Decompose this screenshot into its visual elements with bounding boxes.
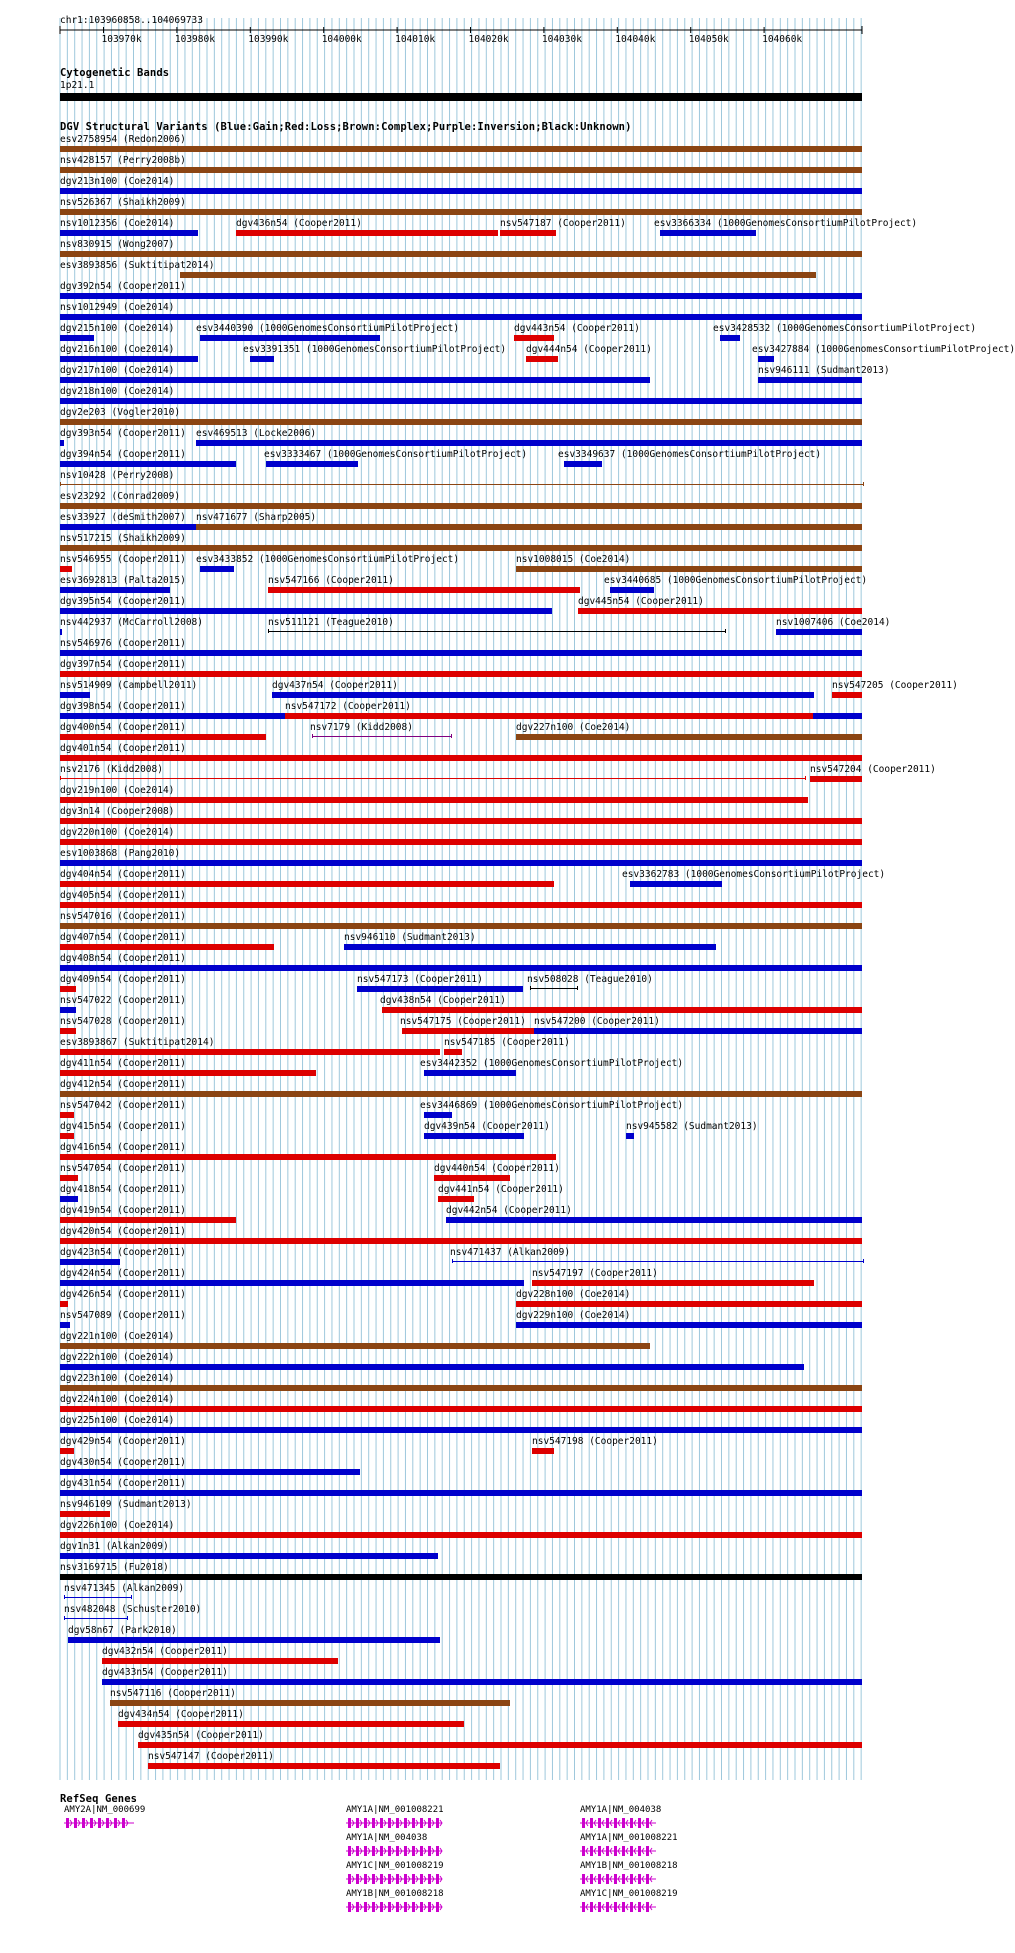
- dgv-feature-label: nsv547042 (Cooper2011): [60, 1100, 186, 1111]
- dgv-feature-bar[interactable]: [250, 356, 274, 362]
- dgv-feature-label: dgv225n100 (Coe2014): [60, 1415, 175, 1426]
- dgv-feature-label: dgv224n100 (Coe2014): [60, 1394, 175, 1405]
- refseq-track-title: RefSeq Genes: [60, 1793, 138, 1805]
- dgv-feature-bar[interactable]: [268, 629, 726, 633]
- dgv-feature-bar[interactable]: [60, 566, 72, 572]
- ruler-tick-label: 103970k: [101, 34, 142, 45]
- dgv-feature-label: dgv1n31 (Alkan2009): [60, 1541, 169, 1552]
- dgv-feature-label: dgv395n54 (Cooper2011): [60, 596, 186, 607]
- dgv-feature-label: dgv408n54 (Cooper2011): [60, 953, 186, 964]
- dgv-feature-bar[interactable]: [236, 230, 498, 236]
- dgv-feature-bar[interactable]: [200, 335, 380, 341]
- dgv-feature-bar[interactable]: [60, 1070, 316, 1076]
- dgv-feature-bar[interactable]: [60, 1385, 862, 1391]
- dgv-feature-bar[interactable]: [446, 1217, 862, 1223]
- dgv-feature-bar[interactable]: [60, 1007, 76, 1013]
- ruler-tick-label: 104010k: [395, 34, 436, 45]
- dgv-feature-label: esv3391351 (1000GenomesConsortiumPilotProject): [243, 344, 507, 355]
- refseq-gene-label: AMY1A|NM_001008221: [346, 1805, 444, 1815]
- gene-model-glyph[interactable]: [346, 1817, 446, 1829]
- dgv-feature-label: nsv547197 (Cooper2011): [532, 1268, 658, 1279]
- dgv-feature-label: dgv424n54 (Cooper2011): [60, 1268, 186, 1279]
- dgv-feature-bar[interactable]: [60, 860, 862, 866]
- dgv-feature-bar[interactable]: [60, 839, 862, 845]
- dgv-feature-bar[interactable]: [138, 1742, 862, 1748]
- dgv-feature-label: esv3893856 (Suktitipat2014): [60, 260, 215, 271]
- ruler-tick-label: 104020k: [468, 34, 509, 45]
- gene-model-glyph[interactable]: [580, 1845, 660, 1857]
- dgv-feature-label: dgv415n54 (Cooper2011): [60, 1121, 186, 1132]
- dgv-feature-label: dgv216n100 (Coe2014): [60, 344, 175, 355]
- dgv-feature-label: dgv441n54 (Cooper2011): [438, 1184, 564, 1195]
- dgv-feature-bar[interactable]: [272, 692, 814, 698]
- dgv-feature-label: nsv511121 (Teague2010): [268, 617, 394, 628]
- dgv-feature-bar[interactable]: [60, 1427, 862, 1433]
- dgv-feature-bar[interactable]: [60, 650, 862, 656]
- dgv-feature-label: nsv946109 (Sudmant2013): [60, 1499, 192, 1510]
- dgv-feature-bar[interactable]: [516, 1322, 862, 1328]
- dgv-feature-bar[interactable]: [110, 1700, 510, 1706]
- dgv-feature-label: nsv945582 (Sudmant2013): [626, 1121, 758, 1132]
- dgv-feature-label: nsv508028 (Teague2010): [527, 974, 653, 985]
- dgv-feature-label: esv3442352 (1000GenomesConsortiumPilotProject): [420, 1058, 684, 1069]
- dgv-feature-bar[interactable]: [382, 1007, 862, 1013]
- dgv-feature-bar[interactable]: [118, 1721, 464, 1727]
- dgv-feature-label: nsv547187 (Cooper2011): [500, 218, 626, 229]
- dgv-feature-label: dgv215n100 (Coe2014): [60, 323, 175, 334]
- dgv-feature-bar[interactable]: [60, 230, 198, 236]
- dgv-feature-label: esv3692813 (Palta2015): [60, 575, 186, 586]
- dgv-feature-label: dgv217n100 (Coe2014): [60, 365, 175, 376]
- dgv-feature-bar[interactable]: [60, 1049, 440, 1055]
- dgv-feature-bar[interactable]: [758, 377, 862, 383]
- dgv-feature-bar[interactable]: [60, 419, 862, 425]
- dgv-feature-label: dgv409n54 (Cooper2011): [60, 974, 186, 985]
- dgv-feature-bar[interactable]: [344, 944, 716, 950]
- dgv-feature-bar[interactable]: [516, 1301, 862, 1307]
- dgv-feature-bar[interactable]: [60, 1406, 862, 1412]
- dgv-feature-bar[interactable]: [357, 986, 523, 992]
- dgv-feature-label: dgv443n54 (Cooper2011): [514, 323, 640, 334]
- dgv-feature-bar[interactable]: [60, 545, 862, 551]
- ruler-tick-label: 103980k: [174, 34, 215, 45]
- dgv-feature-bar[interactable]: [60, 209, 862, 215]
- dgv-feature-bar[interactable]: [60, 671, 862, 677]
- dgv-feature-label: esv3333467 (1000GenomesConsortiumPilotProject): [264, 449, 528, 460]
- dgv-feature-label: dgv432n54 (Cooper2011): [102, 1646, 228, 1657]
- dgv-feature-bar[interactable]: [630, 881, 722, 887]
- dgv-feature-label: esv3427884 (1000GenomesConsortiumPilotProject): [752, 344, 1015, 355]
- dgv-feature-label: dgv223n100 (Coe2014): [60, 1373, 175, 1384]
- dgv-feature-bar[interactable]: [60, 1469, 360, 1475]
- dgv-feature-bar[interactable]: [424, 1133, 524, 1139]
- ruler-tick-label: 103990k: [248, 34, 289, 45]
- dgv-feature-bar[interactable]: [196, 440, 862, 446]
- dgv-feature-bar[interactable]: [60, 1511, 110, 1517]
- dgv-feature-bar[interactable]: [516, 734, 862, 740]
- dgv-feature-bar[interactable]: [60, 503, 862, 509]
- dgv-feature-label: dgv2e203 (Vogler2010): [60, 407, 181, 418]
- dgv-feature-label: dgv423n54 (Cooper2011): [60, 1247, 186, 1258]
- dgv-feature-bar[interactable]: [60, 1574, 862, 1580]
- dgv-feature-label: dgv392n54 (Cooper2011): [60, 281, 186, 292]
- dgv-feature-label: dgv218n100 (Coe2014): [60, 386, 175, 397]
- dgv-feature-bar[interactable]: [452, 1259, 864, 1263]
- ruler-tick-label: 104000k: [321, 34, 362, 45]
- dgv-feature-label: nsv1012949 (Coe2014): [60, 302, 175, 313]
- dgv-feature-bar[interactable]: [810, 776, 862, 782]
- dgv-feature-label: dgv411n54 (Cooper2011): [60, 1058, 186, 1069]
- dgv-feature-label: esv23292 (Conrad2009): [60, 491, 181, 502]
- dgv-feature-label: esv1003868 (Pang2010): [60, 848, 181, 859]
- dgv-feature-bar[interactable]: [424, 1112, 452, 1118]
- dgv-feature-label: nsv3169715 (Fu2018): [60, 1562, 169, 1573]
- dgv-feature-label: nsv547022 (Cooper2011): [60, 995, 186, 1006]
- dgv-feature-bar[interactable]: [60, 734, 266, 740]
- cytoband-bar[interactable]: [60, 93, 862, 101]
- dgv-feature-label: nsv442937 (McCarroll2008): [60, 617, 203, 628]
- dgv-feature-bar[interactable]: [60, 755, 862, 761]
- dgv-feature-label: nsv547200 (Cooper2011): [534, 1016, 660, 1027]
- dgv-feature-bar[interactable]: [60, 1490, 862, 1496]
- dgv-feature-label: dgv393n54 (Cooper2011): [60, 428, 186, 439]
- dgv-feature-label: esv3428532 (1000GenomesConsortiumPilotProject): [713, 323, 977, 334]
- dgv-feature-label: dgv420n54 (Cooper2011): [60, 1226, 186, 1237]
- dgv-feature-bar[interactable]: [776, 629, 862, 635]
- dgv-feature-label: nsv1008015 (Coe2014): [516, 554, 631, 565]
- dgv-feature-bar[interactable]: [60, 293, 862, 299]
- dgv-feature-label: dgv419n54 (Cooper2011): [60, 1205, 186, 1216]
- dgv-feature-label: dgv227n100 (Coe2014): [516, 722, 631, 733]
- dgv-feature-label: dgv405n54 (Cooper2011): [60, 890, 186, 901]
- dgv-feature-bar[interactable]: [660, 230, 756, 236]
- dgv-feature-label: dgv219n100 (Coe2014): [60, 785, 175, 796]
- dgv-feature-label: nsv471437 (Alkan2009): [450, 1247, 571, 1258]
- dgv-feature-label: nsv547205 (Cooper2011): [832, 680, 958, 691]
- dgv-feature-label: dgv221n100 (Coe2014): [60, 1331, 175, 1342]
- dgv-feature-bar[interactable]: [60, 1553, 438, 1559]
- dgv-feature-label: dgv426n54 (Cooper2011): [60, 1289, 186, 1300]
- dgv-feature-bar[interactable]: [60, 1154, 556, 1160]
- dgv-feature-label: dgv434n54 (Cooper2011): [118, 1709, 244, 1720]
- dgv-feature-label: nsv547204 (Cooper2011): [810, 764, 936, 775]
- dgv-feature-label: nsv7179 (Kidd2008): [310, 722, 413, 733]
- dgv-feature-label: dgv436n54 (Cooper2011): [236, 218, 362, 229]
- dgv-feature-label: nsv547116 (Cooper2011): [110, 1688, 236, 1699]
- dgv-feature-bar[interactable]: [60, 188, 862, 194]
- dgv-feature-label: dgv407n54 (Cooper2011): [60, 932, 186, 943]
- dgv-feature-label: nsv471677 (Sharp2005): [196, 512, 317, 523]
- dgv-feature-label: dgv435n54 (Cooper2011): [138, 1730, 264, 1741]
- ruler-tick-label: 104040k: [615, 34, 656, 45]
- dgv-feature-label: nsv946111 (Sudmant2013): [758, 365, 890, 376]
- dgv-feature-bar[interactable]: [148, 1763, 500, 1769]
- dgv-feature-bar[interactable]: [60, 1028, 76, 1034]
- ruler-tick-label: 104030k: [541, 34, 582, 45]
- dgv-feature-bar[interactable]: [60, 398, 862, 404]
- dgv-feature-bar[interactable]: [312, 734, 452, 738]
- dgv-feature-label: nsv546955 (Cooper2011): [60, 554, 186, 565]
- dgv-feature-bar[interactable]: [60, 482, 864, 486]
- dgv-feature-label: nsv2176 (Kidd2008): [60, 764, 163, 775]
- dgv-feature-bar[interactable]: [626, 1133, 634, 1139]
- dgv-feature-label: dgv220n100 (Coe2014): [60, 827, 175, 838]
- dgv-feature-label: nsv946110 (Sudmant2013): [344, 932, 476, 943]
- dgv-feature-bar[interactable]: [60, 1343, 650, 1349]
- dgv-feature-label: dgv398n54 (Cooper2011): [60, 701, 186, 712]
- dgv-feature-bar[interactable]: [60, 1133, 74, 1139]
- gene-model-glyph[interactable]: [346, 1901, 446, 1913]
- dgv-feature-label: dgv400n54 (Cooper2011): [60, 722, 186, 733]
- dgv-feature-bar[interactable]: [102, 1658, 338, 1664]
- cytoband-label: 1p21.1: [60, 80, 95, 91]
- dgv-feature-bar[interactable]: [60, 629, 62, 635]
- dgv-feature-label: nsv830915 (Wong2007): [60, 239, 175, 250]
- dgv-feature-label: dgv430n54 (Cooper2011): [60, 1457, 186, 1468]
- refseq-gene-label: AMY1C|NM_001008219: [346, 1861, 444, 1871]
- dgv-feature-bar[interactable]: [60, 944, 274, 950]
- dgv-feature-label: esv2758954 (Redon2006): [60, 134, 186, 145]
- dgv-feature-label: dgv394n54 (Cooper2011): [60, 449, 186, 460]
- dgv-feature-label: dgv439n54 (Cooper2011): [424, 1121, 550, 1132]
- dgv-feature-label: dgv438n54 (Cooper2011): [380, 995, 506, 1006]
- dgv-feature-bar[interactable]: [60, 797, 808, 803]
- gene-model-glyph[interactable]: [346, 1873, 446, 1885]
- dgv-feature-label: nsv547185 (Cooper2011): [444, 1037, 570, 1048]
- dgv-feature-bar[interactable]: [60, 776, 806, 780]
- dgv-feature-label: nsv547147 (Cooper2011): [148, 1751, 274, 1762]
- refseq-gene-label: AMY1A|NM_001008221: [580, 1833, 678, 1843]
- dgv-feature-label: esv469513 (Locke2006): [196, 428, 317, 439]
- dgv-feature-bar[interactable]: [180, 272, 816, 278]
- dgv-feature-label: dgv226n100 (Coe2014): [60, 1520, 175, 1531]
- dgv-feature-bar[interactable]: [514, 335, 554, 341]
- dgv-feature-bar[interactable]: [60, 251, 862, 257]
- dgv-feature-label: esv3433852 (1000GenomesConsortiumPilotProject): [196, 554, 460, 565]
- dgv-feature-bar[interactable]: [720, 335, 740, 341]
- dgv-feature-bar[interactable]: [500, 230, 556, 236]
- dgv-feature-bar[interactable]: [832, 692, 862, 698]
- dgv-feature-bar[interactable]: [60, 587, 170, 593]
- dgv-feature-bar[interactable]: [60, 167, 862, 173]
- dgv-feature-label: dgv444n54 (Cooper2011): [526, 344, 652, 355]
- dgv-feature-bar[interactable]: [60, 1091, 862, 1097]
- dgv-feature-bar[interactable]: [526, 356, 558, 362]
- dgv-feature-bar[interactable]: [438, 1196, 474, 1202]
- dgv-feature-bar[interactable]: [60, 692, 90, 698]
- dgv-feature-bar[interactable]: [60, 818, 862, 824]
- dgv-feature-label: nsv547173 (Cooper2011): [357, 974, 483, 985]
- dgv-feature-label: dgv418n54 (Cooper2011): [60, 1184, 186, 1195]
- dgv-feature-label: dgv3n14 (Cooper2008): [60, 806, 175, 817]
- dgv-feature-label: dgv442n54 (Cooper2011): [446, 1205, 572, 1216]
- refseq-gene-label: AMY1B|NM_001008218: [346, 1889, 444, 1899]
- dgv-feature-label: dgv401n54 (Cooper2011): [60, 743, 186, 754]
- dgv-feature-bar[interactable]: [60, 1217, 236, 1223]
- dgv-feature-label: nsv10428 (Perry2008): [60, 470, 175, 481]
- dgv-feature-label: nsv482048 (Schuster2010): [64, 1604, 202, 1615]
- dgv-feature-label: dgv404n54 (Cooper2011): [60, 869, 186, 880]
- dgv-feature-label: dgv229n100 (Coe2014): [516, 1310, 631, 1321]
- dgv-feature-bar[interactable]: [516, 566, 862, 572]
- dgv-feature-label: nsv547089 (Cooper2011): [60, 1310, 186, 1321]
- dgv-feature-bar[interactable]: [196, 524, 862, 530]
- dgv-feature-label: esv33927 (deSmith2007): [60, 512, 186, 523]
- dgv-feature-label: nsv526367 (Shaikh2009): [60, 197, 186, 208]
- dgv-feature-bar[interactable]: [64, 1595, 132, 1599]
- dgv-feature-label: nsv547198 (Cooper2011): [532, 1436, 658, 1447]
- dgv-feature-label: nsv1012356 (Coe2014): [60, 218, 175, 229]
- gene-model-glyph[interactable]: [580, 1817, 660, 1829]
- dgv-feature-label: dgv440n54 (Cooper2011): [434, 1163, 560, 1174]
- position-label: chr1:103960858..104069733: [60, 15, 203, 26]
- dgv-feature-label: dgv58n67 (Park2010): [68, 1625, 177, 1636]
- gene-model-glyph[interactable]: [580, 1901, 660, 1913]
- dgv-feature-label: dgv429n54 (Cooper2011): [60, 1436, 186, 1447]
- dgv-feature-bar[interactable]: [60, 986, 76, 992]
- gene-model-glyph[interactable]: [580, 1873, 660, 1885]
- dgv-feature-label: dgv397n54 (Cooper2011): [60, 659, 186, 670]
- dgv-feature-bar[interactable]: [60, 1532, 862, 1538]
- dgv-feature-label: nsv547172 (Cooper2011): [285, 701, 411, 712]
- dgv-feature-bar[interactable]: [68, 1637, 440, 1643]
- dgv-feature-label: dgv445n54 (Cooper2011): [578, 596, 704, 607]
- dgv-feature-bar[interactable]: [60, 524, 196, 530]
- dgv-feature-label: esv3446869 (1000GenomesConsortiumPilotProject): [420, 1100, 684, 1111]
- dgv-feature-bar[interactable]: [60, 1238, 862, 1244]
- dgv-feature-bar[interactable]: [60, 335, 94, 341]
- dgv-feature-label: dgv431n54 (Cooper2011): [60, 1478, 186, 1489]
- cytoband-title: Cytogenetic Bands: [60, 67, 170, 79]
- dgv-feature-bar[interactable]: [60, 146, 862, 152]
- dgv-feature-label: nsv546976 (Cooper2011): [60, 638, 186, 649]
- dgv-feature-label: esv3440685 (1000GenomesConsortiumPilotProject): [604, 575, 868, 586]
- dgv-feature-bar[interactable]: [610, 587, 654, 593]
- dgv-feature-label: dgv222n100 (Coe2014): [60, 1352, 175, 1363]
- refseq-gene-label: AMY1A|NM_004038: [346, 1833, 428, 1843]
- dgv-feature-bar[interactable]: [60, 1322, 70, 1328]
- dgv-feature-label: dgv433n54 (Cooper2011): [102, 1667, 228, 1678]
- dgv-feature-bar[interactable]: [60, 881, 554, 887]
- ruler-tick-label: 104060k: [762, 34, 803, 45]
- dgv-feature-bar[interactable]: [444, 1049, 462, 1055]
- dgv-feature-bar[interactable]: [268, 587, 580, 593]
- dgv-feature-label: esv3366334 (1000GenomesConsortiumPilotProject): [654, 218, 918, 229]
- dgv-feature-label: nsv514909 (Campbell2011): [60, 680, 198, 691]
- dgv-feature-label: nsv547166 (Cooper2011): [268, 575, 394, 586]
- dgv-feature-bar[interactable]: [534, 1028, 862, 1034]
- dgv-feature-label: nsv547028 (Cooper2011): [60, 1016, 186, 1027]
- dgv-feature-label: esv3349637 (1000GenomesConsortiumPilotProject): [558, 449, 822, 460]
- dgv-feature-label: esv3893867 (Suktitipat2014): [60, 1037, 215, 1048]
- dgv-feature-label: nsv547016 (Cooper2011): [60, 911, 186, 922]
- dgv-feature-bar[interactable]: [758, 356, 774, 362]
- dgv-feature-label: dgv412n54 (Cooper2011): [60, 1079, 186, 1090]
- dgv-feature-bar[interactable]: [60, 1280, 524, 1286]
- dgv-feature-bar[interactable]: [60, 608, 552, 614]
- dgv-feature-bar[interactable]: [60, 1175, 78, 1181]
- dgv-feature-bar[interactable]: [102, 1679, 862, 1685]
- dgv-feature-label: esv3440390 (1000GenomesConsortiumPilotProject): [196, 323, 460, 334]
- dgv-feature-bar[interactable]: [266, 461, 358, 467]
- dgv-feature-bar[interactable]: [60, 356, 198, 362]
- dgv-track-title: DGV Structural Variants (Blue:Gain;Red:Loss;Brown:Complex;Purple:Inversion;Black:Unknown): [60, 121, 632, 133]
- dgv-feature-bar[interactable]: [60, 440, 64, 446]
- dgv-feature-label: nsv471345 (Alkan2009): [64, 1583, 185, 1594]
- dgv-feature-bar[interactable]: [60, 377, 650, 383]
- dgv-feature-bar[interactable]: [424, 1070, 516, 1076]
- dgv-feature-label: nsv547054 (Cooper2011): [60, 1163, 186, 1174]
- dgv-feature-bar[interactable]: [60, 1448, 74, 1454]
- dgv-feature-bar[interactable]: [200, 566, 234, 572]
- dgv-feature-bar[interactable]: [564, 461, 602, 467]
- dgv-feature-bar[interactable]: [60, 1301, 68, 1307]
- dgv-feature-bar[interactable]: [60, 923, 862, 929]
- dgv-feature-label: dgv416n54 (Cooper2011): [60, 1142, 186, 1153]
- refseq-gene-label: AMY1C|NM_001008219: [580, 1889, 678, 1899]
- gene-model-glyph[interactable]: [64, 1817, 138, 1829]
- dgv-feature-label: dgv437n54 (Cooper2011): [272, 680, 398, 691]
- dgv-feature-bar[interactable]: [60, 1259, 120, 1265]
- dgv-feature-label: dgv228n100 (Coe2014): [516, 1289, 631, 1300]
- dgv-feature-bar[interactable]: [60, 461, 236, 467]
- refseq-gene-label: AMY1B|NM_001008218: [580, 1861, 678, 1871]
- gene-model-glyph[interactable]: [346, 1845, 446, 1857]
- dgv-feature-bar[interactable]: [285, 713, 813, 719]
- dgv-feature-bar[interactable]: [532, 1448, 554, 1454]
- refseq-gene-label: AMY2A|NM_000699: [64, 1805, 146, 1815]
- dgv-feature-label: esv3362783 (1000GenomesConsortiumPilotProject): [622, 869, 886, 880]
- dgv-feature-bar[interactable]: [530, 986, 578, 990]
- dgv-feature-bar[interactable]: [60, 1196, 78, 1202]
- dgv-feature-label: nsv517215 (Shaikh2009): [60, 533, 186, 544]
- ruler-tick-label: 104050k: [688, 34, 729, 45]
- dgv-feature-bar[interactable]: [60, 1364, 804, 1370]
- dgv-feature-label: dgv213n100 (Coe2014): [60, 176, 175, 187]
- dgv-feature-bar[interactable]: [64, 1616, 128, 1620]
- dgv-feature-bar[interactable]: [578, 608, 862, 614]
- dgv-feature-bar[interactable]: [60, 965, 862, 971]
- refseq-gene-label: AMY1A|NM_004038: [580, 1805, 662, 1815]
- dgv-feature-bar[interactable]: [532, 1280, 814, 1286]
- dgv-feature-bar[interactable]: [60, 902, 862, 908]
- dgv-feature-label: nsv1007406 (Coe2014): [776, 617, 891, 628]
- dgv-feature-bar[interactable]: [60, 314, 862, 320]
- dgv-feature-label: nsv547175 (Cooper2011): [400, 1016, 526, 1027]
- dgv-feature-bar[interactable]: [434, 1175, 510, 1181]
- dgv-feature-bar[interactable]: [60, 1112, 74, 1118]
- dgv-feature-label: nsv428157 (Perry2008b): [60, 155, 186, 166]
